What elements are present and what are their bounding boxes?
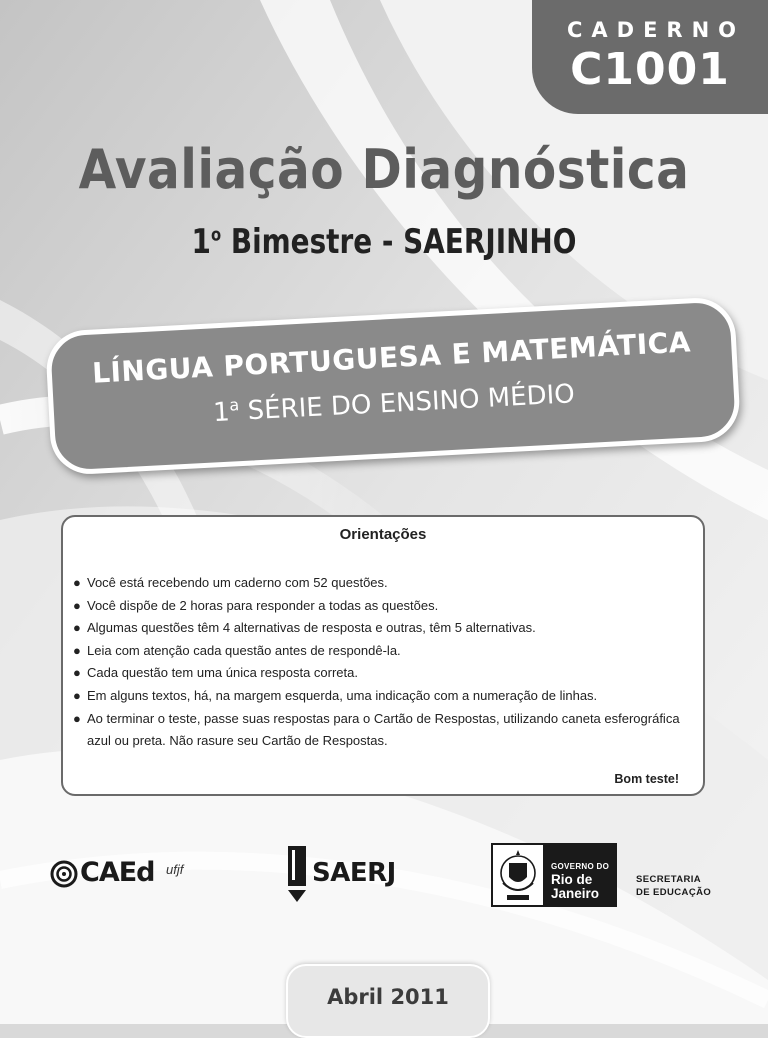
list-item — [71, 640, 689, 663]
secretaria-line1: SECRETARIA — [636, 874, 702, 885]
list-item-text: Algumas questões têm 4 alternativas de resposta e outras, têm 5 alternativas. — [87, 620, 536, 636]
rio-de-janeiro-block — [545, 843, 617, 907]
subtitle-superscript: o — [210, 224, 222, 246]
list-item-text: Cada questão tem uma única resposta correta. — [87, 665, 358, 681]
list-item-text: Leia com atenção cada questão antes de respondê-la. — [87, 642, 401, 658]
list-item — [71, 572, 689, 595]
pencil-icon — [284, 846, 310, 902]
rio-de-janeiro-logo — [491, 843, 617, 907]
orientations-title: Orientações — [339, 526, 427, 543]
caed-wordmark: CAEd — [80, 857, 155, 888]
caed-logo — [50, 856, 200, 892]
subject-title: LÍNGUA PORTUGUESA E MATEMÁTICA — [91, 325, 692, 390]
list-item — [71, 617, 689, 640]
state-name-line2: Janeiro — [551, 886, 600, 901]
page-title: Avaliação Diagnóstica — [78, 138, 690, 201]
grade-superscript: a — [228, 395, 240, 415]
secretaria-line2: DE EDUCAÇÃO — [636, 887, 712, 898]
caderno-label: CADERNO — [566, 18, 746, 42]
state-name-line1: Rio de — [551, 872, 593, 887]
saerj-logo — [284, 846, 404, 904]
caed-emblem-icon — [50, 860, 78, 888]
list-item — [71, 708, 689, 753]
subtitle-rest: Bimestre - SAERJINHO — [221, 222, 577, 262]
bullet-icon: ● — [73, 710, 81, 726]
caed-suffix: ufjf — [166, 862, 184, 877]
bullet-icon: ● — [73, 575, 81, 590]
grade-rest: SÉRIE DO ENSINO MÉDIO — [238, 379, 576, 427]
orientations-box — [61, 515, 705, 796]
list-item — [71, 662, 689, 685]
bullet-icon: ● — [73, 642, 81, 658]
orientations-list — [71, 572, 689, 753]
list-item — [71, 595, 689, 618]
saerj-wordmark: SAERJ — [312, 858, 396, 888]
list-item-text: Em alguns textos, há, na margem esquerda, uma indicação com a numeração de linhas. — [87, 687, 598, 703]
coat-of-arms-icon — [491, 843, 545, 907]
caderno-code: C1001 — [570, 44, 730, 95]
list-item-text: Você dispõe de 2 horas para responder a todas as questões. — [87, 597, 439, 613]
secretaria-label — [636, 873, 711, 899]
bullet-icon: ● — [73, 687, 81, 703]
grade-number: 1 — [212, 397, 231, 429]
bullet-icon: ● — [73, 665, 81, 681]
date-tab — [286, 964, 490, 1038]
caderno-badge — [532, 0, 768, 114]
list-item — [71, 685, 689, 708]
list-item-text: Você está recebendo um caderno com 52 questões. — [87, 575, 388, 590]
closing-text: Bom teste! — [614, 772, 679, 786]
publication-date: Abril 2011 — [327, 985, 449, 1009]
page-subtitle — [69, 222, 699, 262]
bullet-icon: ● — [73, 597, 81, 613]
list-item-text: Ao terminar o teste, passe suas respostas para o Cartão de Respostas, utilizando caneta esferográfica azul ou preta. Não rasure seu Cartão de Respostas. — [87, 710, 680, 749]
bullet-icon: ● — [73, 620, 81, 636]
subtitle-number: 1 — [191, 222, 211, 262]
government-label: GOVERNO DO — [551, 862, 610, 871]
